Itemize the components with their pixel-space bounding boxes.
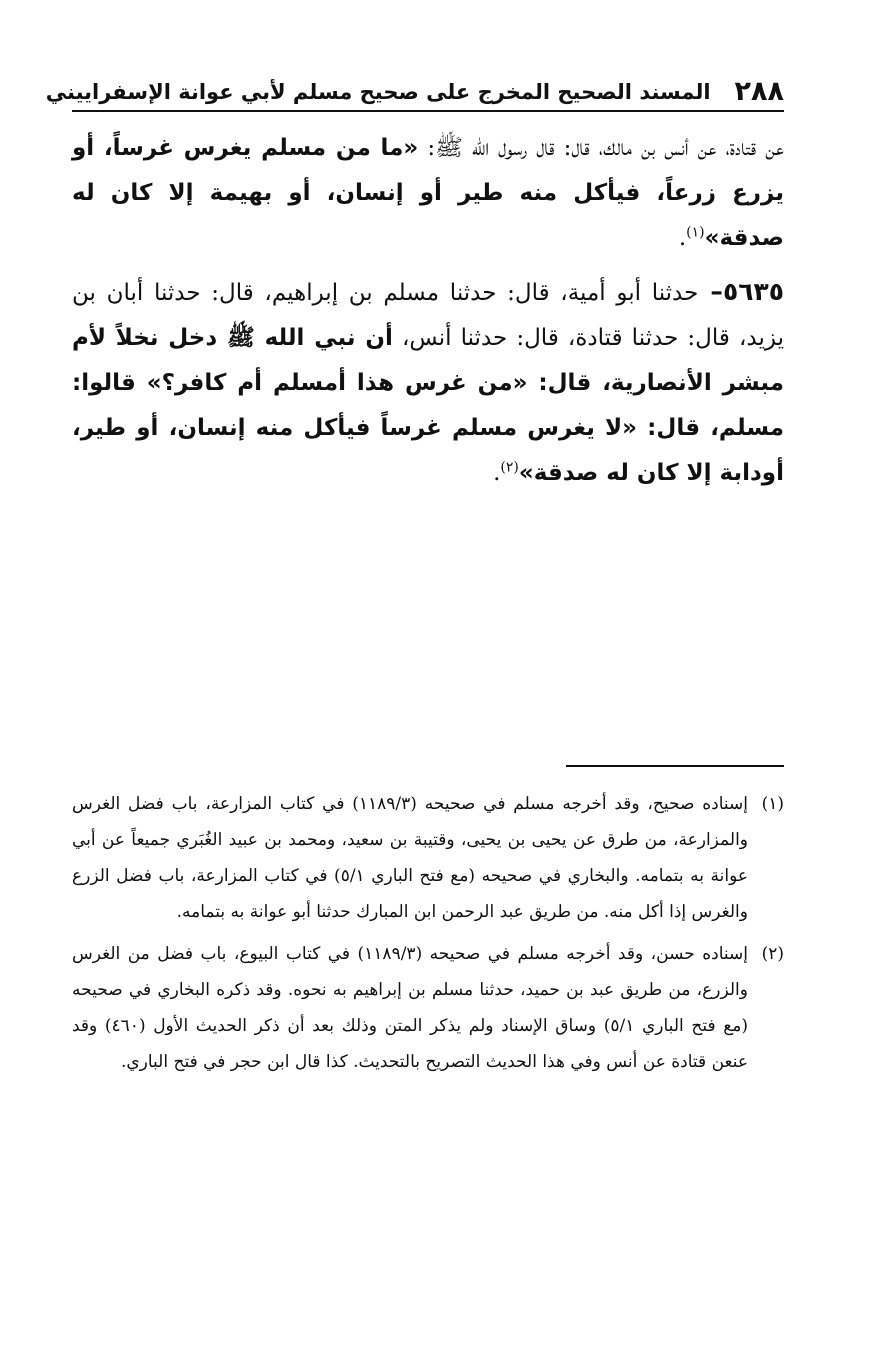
paragraph-hadith-continuation <box>72 126 784 261</box>
narration-chain: حدثنا أبو أمية، قال: حدثنا مسلم بن إبراهيم، قال: حدثنا أبان بن يزيد، قال: حدثنا قتادة، قال: حدثنا أنس، <box>72 280 784 351</box>
page-header <box>45 66 784 112</box>
footnote-text: إسناده حسن، وقد أخرجه مسلم في صحيحه (١١٨٩/٣) في كتاب البيوع، باب فضل من الغرس والزرع، من طريق عبد بن حميد، حدثنا مسلم بن إبراهيم به نحوه. وقد ذكره البخاري في صحيحه (مع فتح الباري ٥/١) وساق الإسناد ولم يذكر المتن وذلك بعد أن ذكر الحديث الأول (٤٦٠) وقد عنعن قتادة عن أنس وفي هذا الحديث التصريح بالتحديث. كذا قال ابن حجر في فتح الباري. <box>72 944 748 1072</box>
footnote-2 <box>72 936 784 1080</box>
hadith-text: أن نبي الله ﷺ دخل نخلاً لأم مبشر الأنصارية، قال: «من غرس هذا أمسلم أم كافر؟» قالوا: مسلم، قال: «لا يغرس مسلم غرساً فيأكل منه إنسان، أو طير، أودابة إلا كان له صدقة» <box>72 325 784 486</box>
paragraph-hadith-5635 <box>72 269 784 496</box>
footnote-number: (١) <box>761 794 784 814</box>
narration-chain: عن قتادة، عن أنس بن مالك، قال: قال رسول الله ﷺ: <box>418 135 784 161</box>
main-text <box>72 126 784 504</box>
footnote-divider <box>566 765 784 767</box>
sentence-end: . <box>678 225 687 251</box>
footnote-number: (٢) <box>761 944 784 964</box>
hadith-number: ٥٦٣٥ <box>722 277 784 306</box>
footnote-1 <box>72 786 784 930</box>
running-title: المسند الصحيح المخرج على صحيح مسلم لأبي عوانة الإسفراييني <box>45 80 711 104</box>
footnotes <box>72 786 784 1086</box>
hadith-dash: – <box>698 277 723 306</box>
footnote-ref-2: (٢) <box>500 459 519 476</box>
footnote-ref-1: (١) <box>686 224 705 241</box>
sentence-end: . <box>493 460 501 486</box>
hadith-text: «ما من مسلم يغرس غرساً، أو يزرع زرعاً، فيأكل منه طير أو إنسان، أو بهيمة إلا كان له صدقة» <box>72 135 784 251</box>
page-number: ٢٨٨ <box>734 76 784 107</box>
footnote-text: إسناده صحيح، وقد أخرجه مسلم في صحيحه (١١٨٩/٣) في كتاب المزارعة، باب فضل الغرس والمزارعة، من طرق عن يحيى بن يحيى، وقتيبة بن سعيد، ومحمد بن عبيد الغُبَري جميعاً عن أبي عوانة به بتمامه. والبخاري في صحيحه (مع فتح الباري ٥/١) في كتاب المزارعة، باب فضل الزرع والغرس إذا أكل منه. من طريق عبد الرحمن ابن المبارك حدثنا أبو عوانة به بتمامه. <box>72 794 748 922</box>
